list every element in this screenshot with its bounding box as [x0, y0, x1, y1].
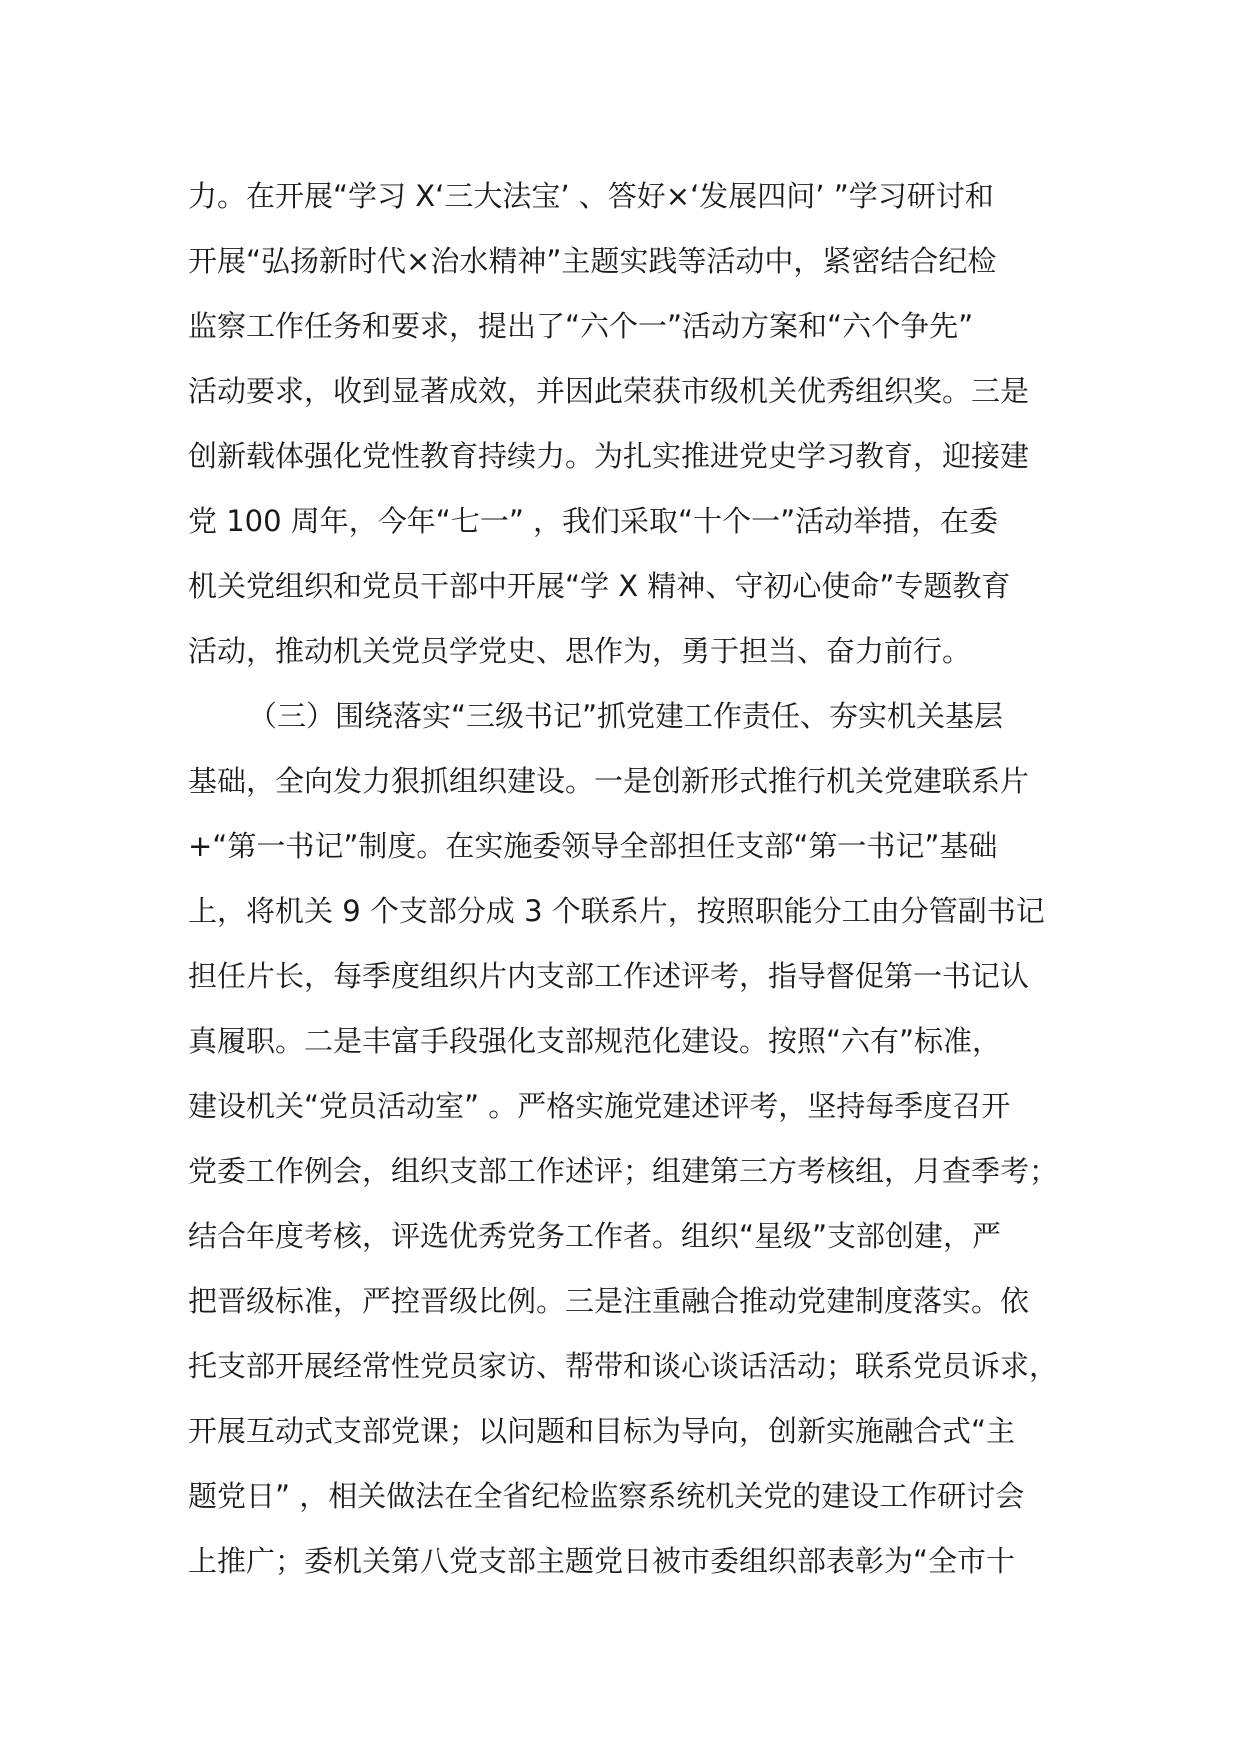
- text-line: 结合年度考核，评选优秀党务工作者。组织“星级”支部创建，严: [188, 1219, 1002, 1253]
- text-line: 担任片长，每季度组织片内支部工作述评考，指导督促第一书记认: [188, 959, 1030, 993]
- text-line: 上，将机关 9 个支部分成 3 个联系片，按照职能分工由分管副书记: [188, 894, 1045, 928]
- text-line: 党 100 周年，今年“七一” ，我们采取“十个一”活动举措，在委: [188, 504, 999, 538]
- text-line: 监察工作任务和要求，提出了“六个一”活动方案和“六个争先”: [188, 309, 974, 343]
- text-line: 建设机关“党员活动室” 。严格实施党建述评考，坚持每季度召开: [188, 1089, 1011, 1123]
- text-line: 开展“弘扬新时代×治水精神”主题实践等活动中，紧密结合纪检: [188, 244, 997, 278]
- text-line: +“第一书记”制度。在实施委领导全部担任支部“第一书记”基础: [188, 829, 998, 863]
- text-line: 开展互动式支部党课；以问题和目标为导向，创新实施融合式“主: [188, 1414, 1016, 1448]
- body-text: [188, 164, 1088, 1594]
- text-line: 党委工作例会，组织支部工作述评；组建第三方考核组，月查季考；: [188, 1154, 1059, 1188]
- text-line: 上推广；委机关第八党支部主题党日被市委组织部表彰为“全市十: [188, 1544, 1016, 1578]
- text-line: 基础，全向发力狠抓组织建设。一是创新形式推行机关党建联系片: [188, 764, 1030, 798]
- text-line: 真履职。二是丰富手段强化支部规范化建设。按照“六有”标准，: [188, 1024, 1002, 1058]
- text-line: 题党日” ，相关做法在全省纪检监察系统机关党的建设工作研讨会: [188, 1479, 1025, 1513]
- text-line: 活动，推动机关党员学党史、思作为，勇于担当、奋力前行。: [188, 634, 972, 668]
- section-heading-line: （三）围绕落实“三级书记”抓党建工作责任、夯实机关基层: [248, 699, 1004, 733]
- text-line: 把晋级标准，严控晋级比例。三是注重融合推动党建制度落实。依: [188, 1284, 1030, 1318]
- text-line: 托支部开展经常性党员家访、帮带和谈心谈话活动；联系党员诉求，: [188, 1349, 1059, 1383]
- text-line: 机关党组织和党员干部中开展“学 X 精神、守初心使命”专题教育: [188, 569, 1011, 603]
- text-line: 力。在开展“学习 X‘三大法宝’ 、答好×‘发展四问’ ”学习研讨和: [188, 179, 994, 213]
- text-line: 活动要求，收到显著成效，并因此荣获市级机关优秀组织奖。三是: [188, 374, 1030, 408]
- text-line: 创新载体强化党性教育持续力。为扎实推进党史学习教育，迎接建: [188, 439, 1030, 473]
